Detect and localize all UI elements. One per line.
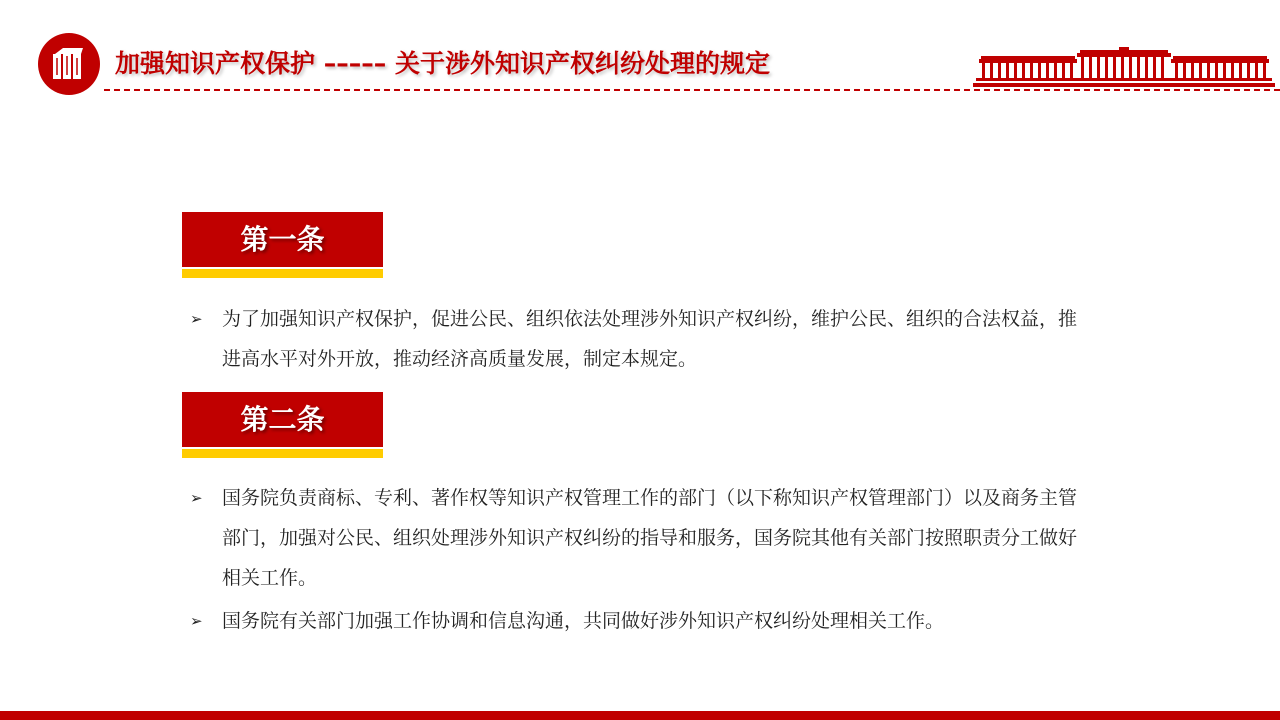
list-item-text: 为了加强知识产权保护，促进公民、组织依法处理涉外知识产权纠纷，维护公民、组织的合法权益，推进高水平对外开放，推动经济高质量发展，制定本规定。 bbox=[222, 308, 1078, 370]
list-item bbox=[190, 478, 1080, 598]
list-item bbox=[190, 299, 1080, 379]
title-main: 加强知识产权保护 bbox=[115, 49, 316, 78]
footer-bar bbox=[0, 711, 1280, 720]
section-heading-1 bbox=[182, 212, 383, 278]
section-heading-label: 第一条 bbox=[182, 212, 383, 267]
section-heading-2 bbox=[182, 392, 383, 458]
list-item bbox=[190, 601, 1080, 641]
bullet-arrow-icon: ➢ bbox=[190, 612, 203, 630]
title-subtitle: 关于涉外知识产权纠纷处理的规定 bbox=[394, 49, 770, 78]
building-icon bbox=[973, 47, 1275, 91]
books-icon bbox=[49, 44, 89, 84]
section-heading-label: 第二条 bbox=[182, 392, 383, 447]
page-title bbox=[115, 46, 875, 82]
section-heading-underline bbox=[182, 449, 383, 458]
bullet-arrow-icon: ➢ bbox=[190, 489, 203, 507]
section-heading-underline bbox=[182, 269, 383, 278]
list-item-text: 国务院负责商标、专利、著作权等知识产权管理工作的部门（以下称知识产权管理部门）以及商务主管部门，加强对公民、组织处理涉外知识产权纠纷的指导和服务，国务院其他有关部门按照职责分工做好相关工作。 bbox=[222, 487, 1078, 589]
bullet-arrow-icon: ➢ bbox=[190, 310, 203, 328]
list-item-text: 国务院有关部门加强工作协调和信息沟通，共同做好涉外知识产权纠纷处理相关工作。 bbox=[222, 610, 945, 632]
logo-badge bbox=[38, 33, 100, 95]
title-separator: ––––– bbox=[315, 49, 395, 78]
